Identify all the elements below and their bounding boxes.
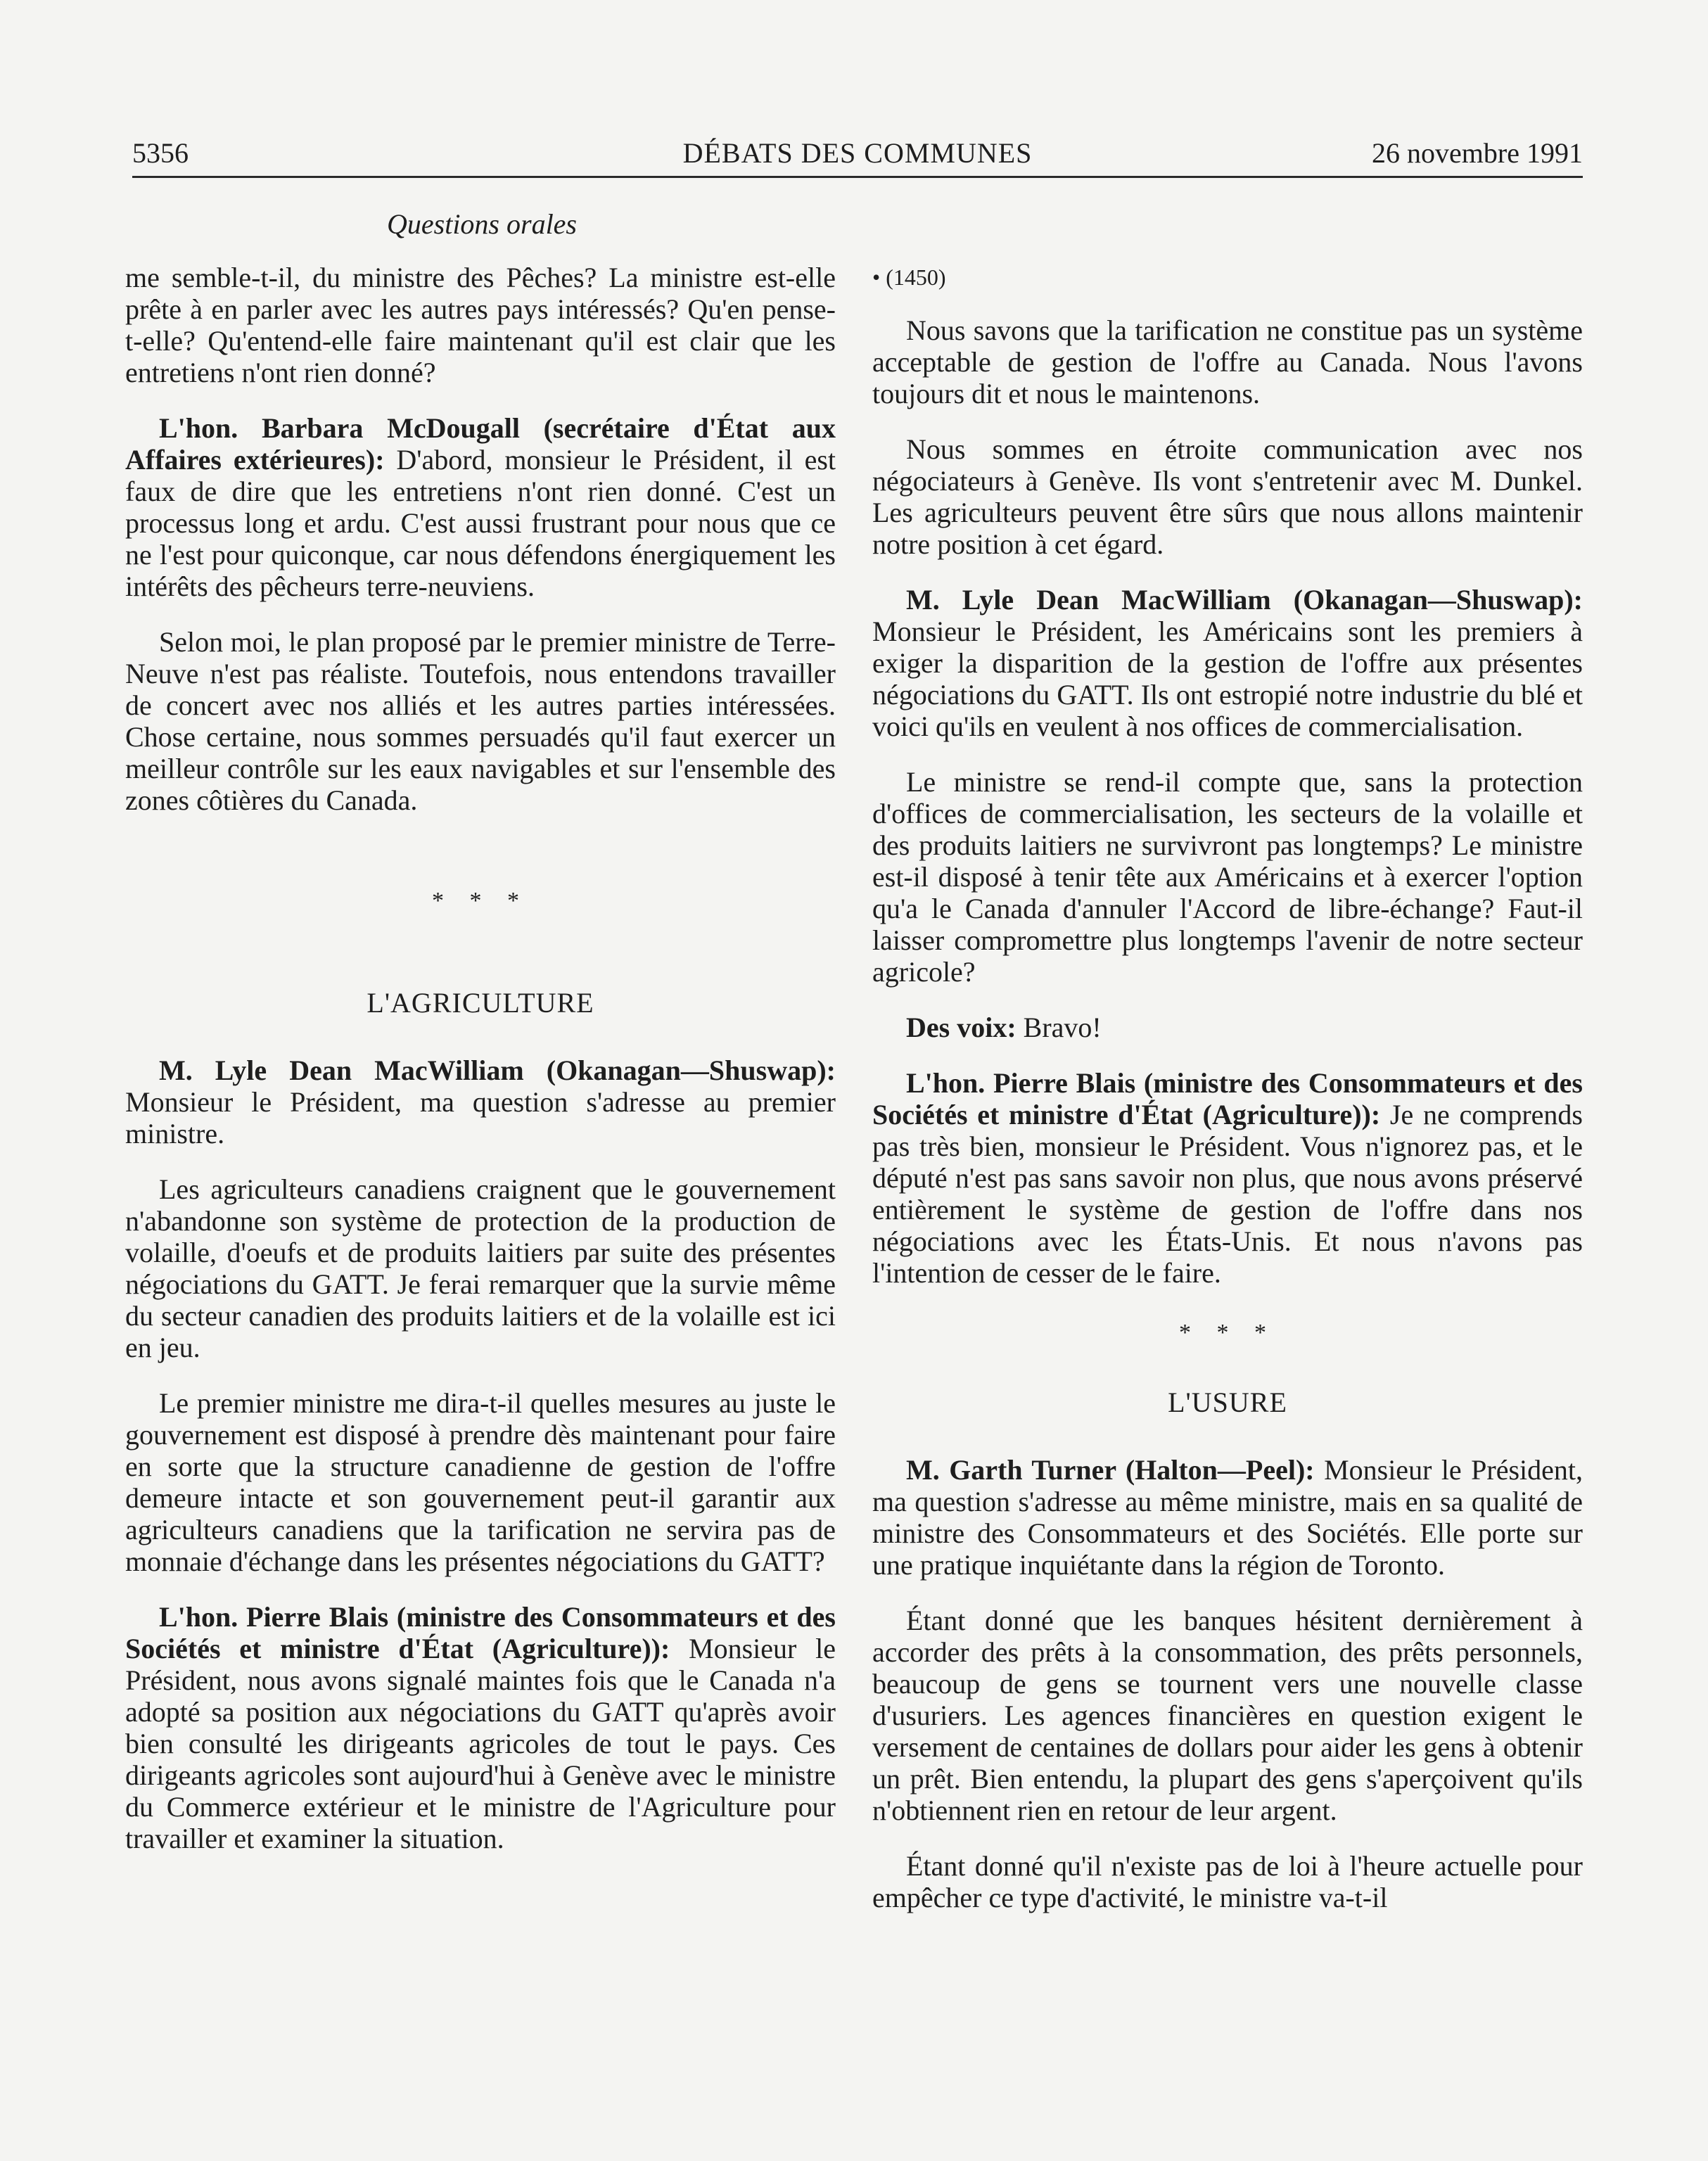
paragraph: Le premier ministre me dira-t-il quelles mesures au juste le gouvernement est disposé à prendre dès maintenant pour faire en sorte que la structure canadienne de gestion de l'offre demeure intacte et son gouvernement peut-il garantir aux agriculteurs canadiens que la tarification ne servira pas de monnaie d'échange dans les présentes négociations du GATT? <box>125 1387 836 1577</box>
speech-text: Bravo! <box>1016 1012 1102 1043</box>
speech-text: Monsieur le Président, nous avons signalé maintes fois que le Canada n'a adopté sa position aux négociations du GATT qu'après avoir bien consulté les dirigeants agricoles de tout le pays. Ces dirigeants agricoles sont aujourd'hui à Genève avec le ministre du Commerce extérieur et le ministre de l'Agriculture pour travailler et examiner la situation. <box>125 1633 836 1854</box>
paragraph <box>872 1454 1583 1581</box>
speech-text: Monsieur le Président, ma question s'adresse au même ministre, mais en sa qualité de ministre des Consommateurs et des Sociétés. Elle porte sur une pratique inquiétante dans la région de Toronto. <box>872 1454 1583 1581</box>
speech-text: Monsieur le Président, ma question s'adresse au premier ministre. <box>125 1086 836 1149</box>
speaker-name: M. Lyle Dean MacWilliam (Okanagan—Shuswap): <box>159 1054 836 1086</box>
header-rule <box>132 176 1583 178</box>
paragraph: Étant donné qu'il n'existe pas de loi à l'heure actuelle pour empêcher ce type d'activité, le ministre va-t-il <box>872 1850 1583 1913</box>
time-marker: • (1450) <box>872 264 946 290</box>
speaker-name: M. Garth Turner (Halton—Peel): <box>906 1454 1315 1486</box>
paragraph: Nous savons que la tarification ne constitue pas un système acceptable de gestion de l'offre au Canada. Nous l'avons toujours dit et nous le maintenons. <box>872 314 1583 409</box>
paragraph: Selon moi, le plan proposé par le premier ministre de Terre-Neuve n'est pas réaliste. Toutefois, nous entendons travailler de concert avec nos alliés et les autres parties intéressées. Chose certaine, nous sommes persuadés qu'il faut exercer un meilleur contrôle sur les eaux navigables et sur l'ensemble des zones côtières du Canada. <box>125 626 836 816</box>
running-head <box>132 134 1583 173</box>
section-heading: L'USURE <box>1168 1387 1287 1418</box>
speech-text: Monsieur le Président, les Américains sont les premiers à exiger la disparition de la gestion de l'offre aux présentes négociations du GATT. Ils ont estropié notre industrie du blé et voici qu'ils en veulent à nos offices de commercialisation. <box>872 616 1583 742</box>
sitting-date: 26 novembre 1991 <box>1372 137 1583 169</box>
paragraph: Le ministre se rend-il compte que, sans la protection d'offices de commercialisation, les secteurs de la volaille et des produits laitiers ne survivront pas longtemps? Le ministre est-il disposé à tenir tête aux Américains et à exercer l'option qu'a le Canada d'annuler l'Accord de libre-échange? Faut-il laisser compromettre plus longtemps l'avenir de notre secteur agricole? <box>872 766 1583 988</box>
paragraph <box>125 412 836 602</box>
left-column <box>125 262 836 1878</box>
paragraph: Les agriculteurs canadiens craignent que le gouvernement n'abandonne son système de protection de la production de volaille, d'oeufs et de produits laitiers par suite des présentes négociations du GATT. Je ferai remarquer que la survie même du secteur canadien des produits laitiers et de la volaille est ici en jeu. <box>125 1173 836 1363</box>
paragraph <box>125 1054 836 1149</box>
speech-text: Je ne comprends pas très bien, monsieur le Président. Vous n'ignorez pas, et le député n'est pas sans savoir non plus, que nous avons préservé entièrement le système de gestion de l'offre dans nos négociations avec les États-Unis. Et nous n'avons pas l'intention de cesser de le faire. <box>872 1099 1583 1289</box>
speaker-name: Des voix: <box>906 1012 1016 1043</box>
speaker-name: L'hon. Pierre Blais (ministre des Consommateurs et des Sociétés et ministre d'État (Agriculture)): <box>872 1067 1583 1130</box>
page-number: 5356 <box>132 137 189 169</box>
paragraph <box>872 1067 1583 1289</box>
speaker-name: M. Lyle Dean MacWilliam (Okanagan—Shuswap): <box>906 584 1583 616</box>
paragraph <box>872 1012 1583 1043</box>
paragraph <box>125 1601 836 1854</box>
right-column <box>872 262 1583 1937</box>
paragraph: me semble-t-il, du ministre des Pêches? La ministre est-elle prête à en parler avec les autres pays intéressés? Qu'en pense-t-elle? Qu'entend-elle faire maintenant qu'il est clair que les entretiens n'ont rien donné? <box>125 262 836 388</box>
section-separator: * * * <box>432 888 529 914</box>
paragraph <box>872 584 1583 742</box>
speech-text: D'abord, monsieur le Président, il est faux de dire que les entretiens n'ont rien donné. C'est un processus long et ardu. C'est aussi frustrant pour nous que ce ne l'est pour quiconque, car nous défendons énergiquement les intérêts des pêcheurs terre-neuviens. <box>125 444 836 602</box>
speaker-name: L'hon. Barbara McDougall (secrétaire d'État aux Affaires extérieures): <box>125 412 836 476</box>
paragraph: Nous sommes en étroite communication avec nos négociateurs à Genève. Ils vont s'entretenir avec M. Dunkel. Les agriculteurs peuvent être sûrs que nous allons maintenir notre position à cet égard. <box>872 433 1583 560</box>
section-heading: L'AGRICULTURE <box>367 987 594 1019</box>
section-label: Questions orales <box>387 208 577 240</box>
publication-title: DÉBATS DES COMMUNES <box>682 137 1033 169</box>
speaker-name: L'hon. Pierre Blais (ministre des Consommateurs et des Sociétés et ministre d'État (Agriculture)): <box>125 1601 836 1664</box>
section-separator: * * * <box>1179 1320 1276 1346</box>
paragraph: Étant donné que les banques hésitent dernièrement à accorder des prêts à la consommation, des prêts personnels, beaucoup de gens se tournent vers une nouvelle classe d'usuriers. Les agences financières en question exigent le versement de centaines de dollars pour aider les gens à obtenir un prêt. Bien entendu, la plupart des gens s'aperçoivent qu'ils n'obtiennent rien en retour de leur argent. <box>872 1605 1583 1826</box>
